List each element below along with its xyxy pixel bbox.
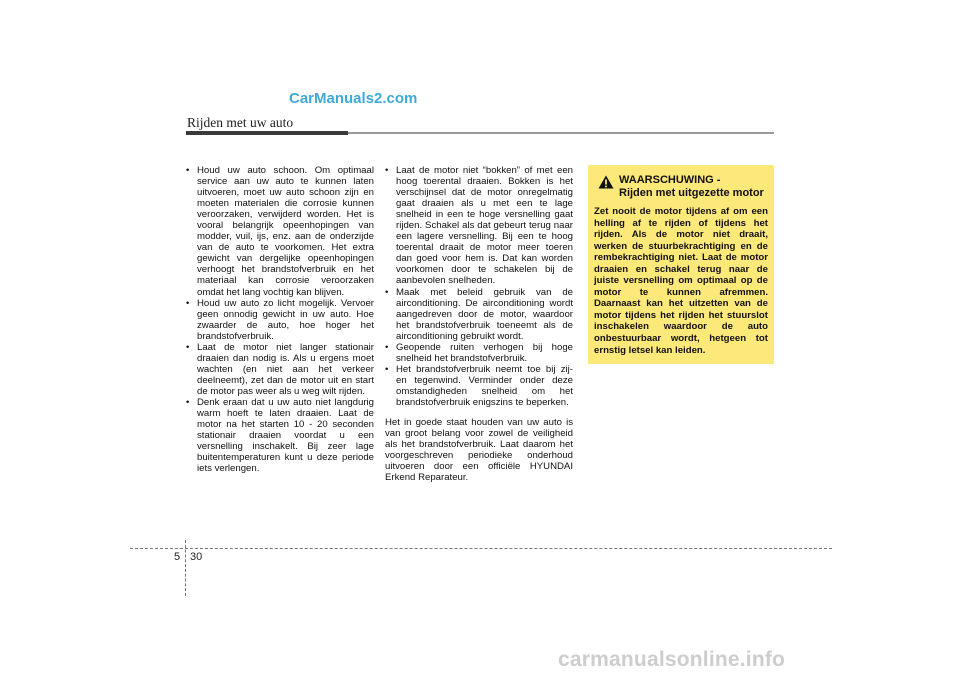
bullet-icon: • xyxy=(186,165,190,176)
list-item xyxy=(385,364,573,408)
column-left xyxy=(186,165,374,474)
list-item-text: Houd uw auto zo licht mogelijk. Vervoer geen onnodig gewicht in uw auto. Hoe zwaarder de auto, hoe hoger het brandstofverbruik. xyxy=(197,297,374,342)
list-item xyxy=(385,165,573,287)
bullet-icon: • xyxy=(385,341,389,353)
bullet-icon: • xyxy=(186,341,190,353)
list-item xyxy=(385,342,573,364)
list-item-text: Laat de motor niet langer stationair draaien dan nodig is. Als u ergens moet wachten (en niet aan het verkeer deelneemt), zet dan de motor uit en start de motor pas weer als u weg wilt rijden. xyxy=(197,341,374,397)
page-number: 30 xyxy=(190,551,203,563)
list-item xyxy=(186,165,374,298)
column-middle xyxy=(385,165,573,483)
bullet-icon: • xyxy=(385,165,389,176)
warning-triangle-icon xyxy=(598,175,614,189)
list-item-text: Laat de motor niet “bokken” of met een hoog toerental draaien. Bokken is het verschijnsel dat de motor onregelmatig gaat draaien als u met een te lage snelheid in een te hoge versnelling gaat rijden. Schakel als dat gebeurt terug naar een lagere versnelling. Bij een te hoog toerental draait de motor meer toeren dan goed voor hem is. Dat kan worden voorkomen door te schakelen bij de aanbevolen snelheden. xyxy=(396,165,573,287)
list-item-text: Maak met beleid gebruik van de airconditioning. De airconditioning wordt aangedreven door de motor, waardoor het brandstofverbruik toeneemt als de airconditioning gebruikt wordt. xyxy=(396,286,573,342)
bullet-icon: • xyxy=(186,396,190,408)
list-item xyxy=(186,397,374,474)
watermark-bottom: carmanualsonline.info xyxy=(558,648,786,671)
header-rule-light xyxy=(348,132,774,134)
header-rule-dark xyxy=(186,131,348,135)
bullet-icon: • xyxy=(186,297,190,309)
watermark-top: CarManuals2.com xyxy=(289,90,418,107)
section-title: Rijden met uw auto xyxy=(187,115,294,130)
warning-subtitle: Rijden met uitgezette motor xyxy=(619,187,764,199)
warning-box xyxy=(588,165,774,364)
warning-body: Zet nooit de motor tijdens af om een helling af te rijden of tijdens het rijden. Als de motor niet draait, werken de stuurbekrachtiging en de rembekrachtiging niet. Laat de motor draaien en schakel terug naar de juiste versnelling om optimaal op de motor te kunnen afremmen. Daarnaast kan het uitzetten van de motor tijdens het rijden het stuurslot inschakelen waardoor de auto onbestuurbaar wordt, hetgeen tot ernstig letsel kan leiden. xyxy=(594,206,768,356)
bullet-icon: • xyxy=(385,286,389,298)
list-item xyxy=(186,342,374,397)
maintenance-paragraph: Het in goede staat houden van uw auto is van groot belang voor zowel de veiligheid als het brandstofverbruik. Laat daarom het voorgeschreven periodieke onderhoud uitvoeren door een officiële HYUNDAI Erkend Reparateur. xyxy=(385,417,573,484)
list-item-text: Geopende ruiten verhogen bij hoge snelheid het brandstofverbruik. xyxy=(396,341,573,364)
list-item-text: Houd uw auto schoon. Om optimaal service aan uw auto te kunnen laten uitvoeren, moet uw auto schoon zijn en moeten materialen die corrosie kunnen veroorzaken, verwijderd worden. Het is vooral belangrijk opeenhopingen van modder, vuil, ijs, enz. aan de onderzijde van de auto te voorkomen. Het extra gewicht van dergelijke opeenhopingen verhoogt het brandstofverbruik en het materiaal kan corrosie veroorzaken omdat het lang vochtig kan blijven. xyxy=(197,165,374,298)
warning-header xyxy=(594,173,768,201)
footer-rule xyxy=(130,548,832,549)
warning-title: WAARSCHUWING - xyxy=(619,174,721,186)
bullet-icon: • xyxy=(385,363,389,375)
list-item xyxy=(385,287,573,342)
list-item-text: Denk eraan dat u uw auto niet langdurig warm hoeft te laten draaien. Laat de motor na het starten 10 - 20 seconden stationair draaien voordat u een versnelling inschakelt. Bij zeer lage buitentemperaturen kunt u deze periode iets verlengen. xyxy=(197,396,374,475)
tips-list-middle xyxy=(385,165,573,408)
tips-list-left xyxy=(186,165,374,474)
list-item-text: Het brandstofverbruik neemt toe bij zij- en tegenwind. Verminder onder deze omstandigheden snelheid om het brandstofverbruik enigszins te beperken. xyxy=(396,363,573,408)
footer-divider xyxy=(185,540,186,596)
chapter-number: 5 xyxy=(174,551,181,563)
list-item xyxy=(186,298,374,342)
